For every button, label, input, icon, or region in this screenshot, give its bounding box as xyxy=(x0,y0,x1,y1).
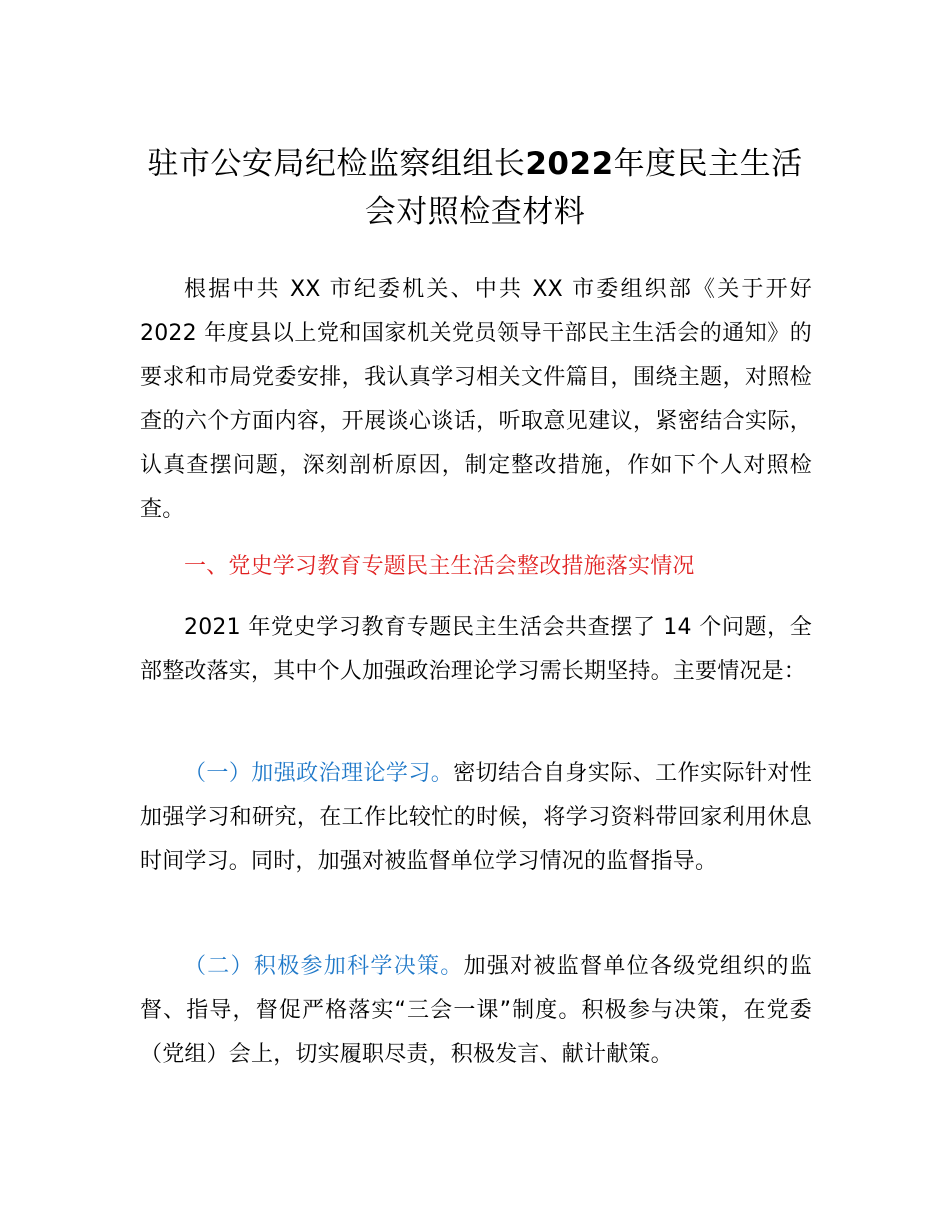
item1-paragraph xyxy=(140,752,812,884)
title-part1: 驻市公安局纪检监察组组长 xyxy=(147,146,526,182)
title-part2: 年度民主生活会对照检查材料 xyxy=(364,146,803,230)
section1-paragraph: 2021 年党史学习教育专题民主生活会共查摆了 14 个问题，全部整改落实，其中个人加强政治理论学习需长期坚持。主要情况是： xyxy=(140,615,812,684)
item1-text: 密切结合自身实际、工作实际针对性加强学习和研究，在工作比较忙的时候，将学习资料带回家利用休息时间学习。同时，加强对被监督单位学习情况的监督指导。 xyxy=(140,761,813,874)
title-year: 2022 xyxy=(525,146,614,182)
item2-heading: （二）积极参加科学决策。 xyxy=(184,954,464,979)
item2-paragraph xyxy=(140,945,812,1077)
section1-heading: 一、党史学习教育专题民主生活会整改措施落实情况 xyxy=(184,554,695,579)
item2-text: 加强对被监督单位各级党组织的监督、指导，督促严格落实“三会一课”制度。积极参与决策，在党委（党组）会上，切实履职尽责，积极发言、献计献策。 xyxy=(140,954,812,1067)
intro-paragraph: 根据中共 XX 市纪委机关、中共 XX 市委组织部《关于开好 2022 年度县以上党和国家机关党员领导干部民主生活会的通知》的要求和市局党委安排，我认真学习相关文件篇目，围绕主题，对照检查的六个方面内容，开展谈心谈话，听取意见建议，紧密结合实际，认真查摆问题，深刻剖析原因，制定整改措施，作如下个人对照检查。 xyxy=(140,277,812,522)
item1-heading: （一）加强政治理论学习。 xyxy=(184,761,454,786)
document-title xyxy=(140,140,810,236)
